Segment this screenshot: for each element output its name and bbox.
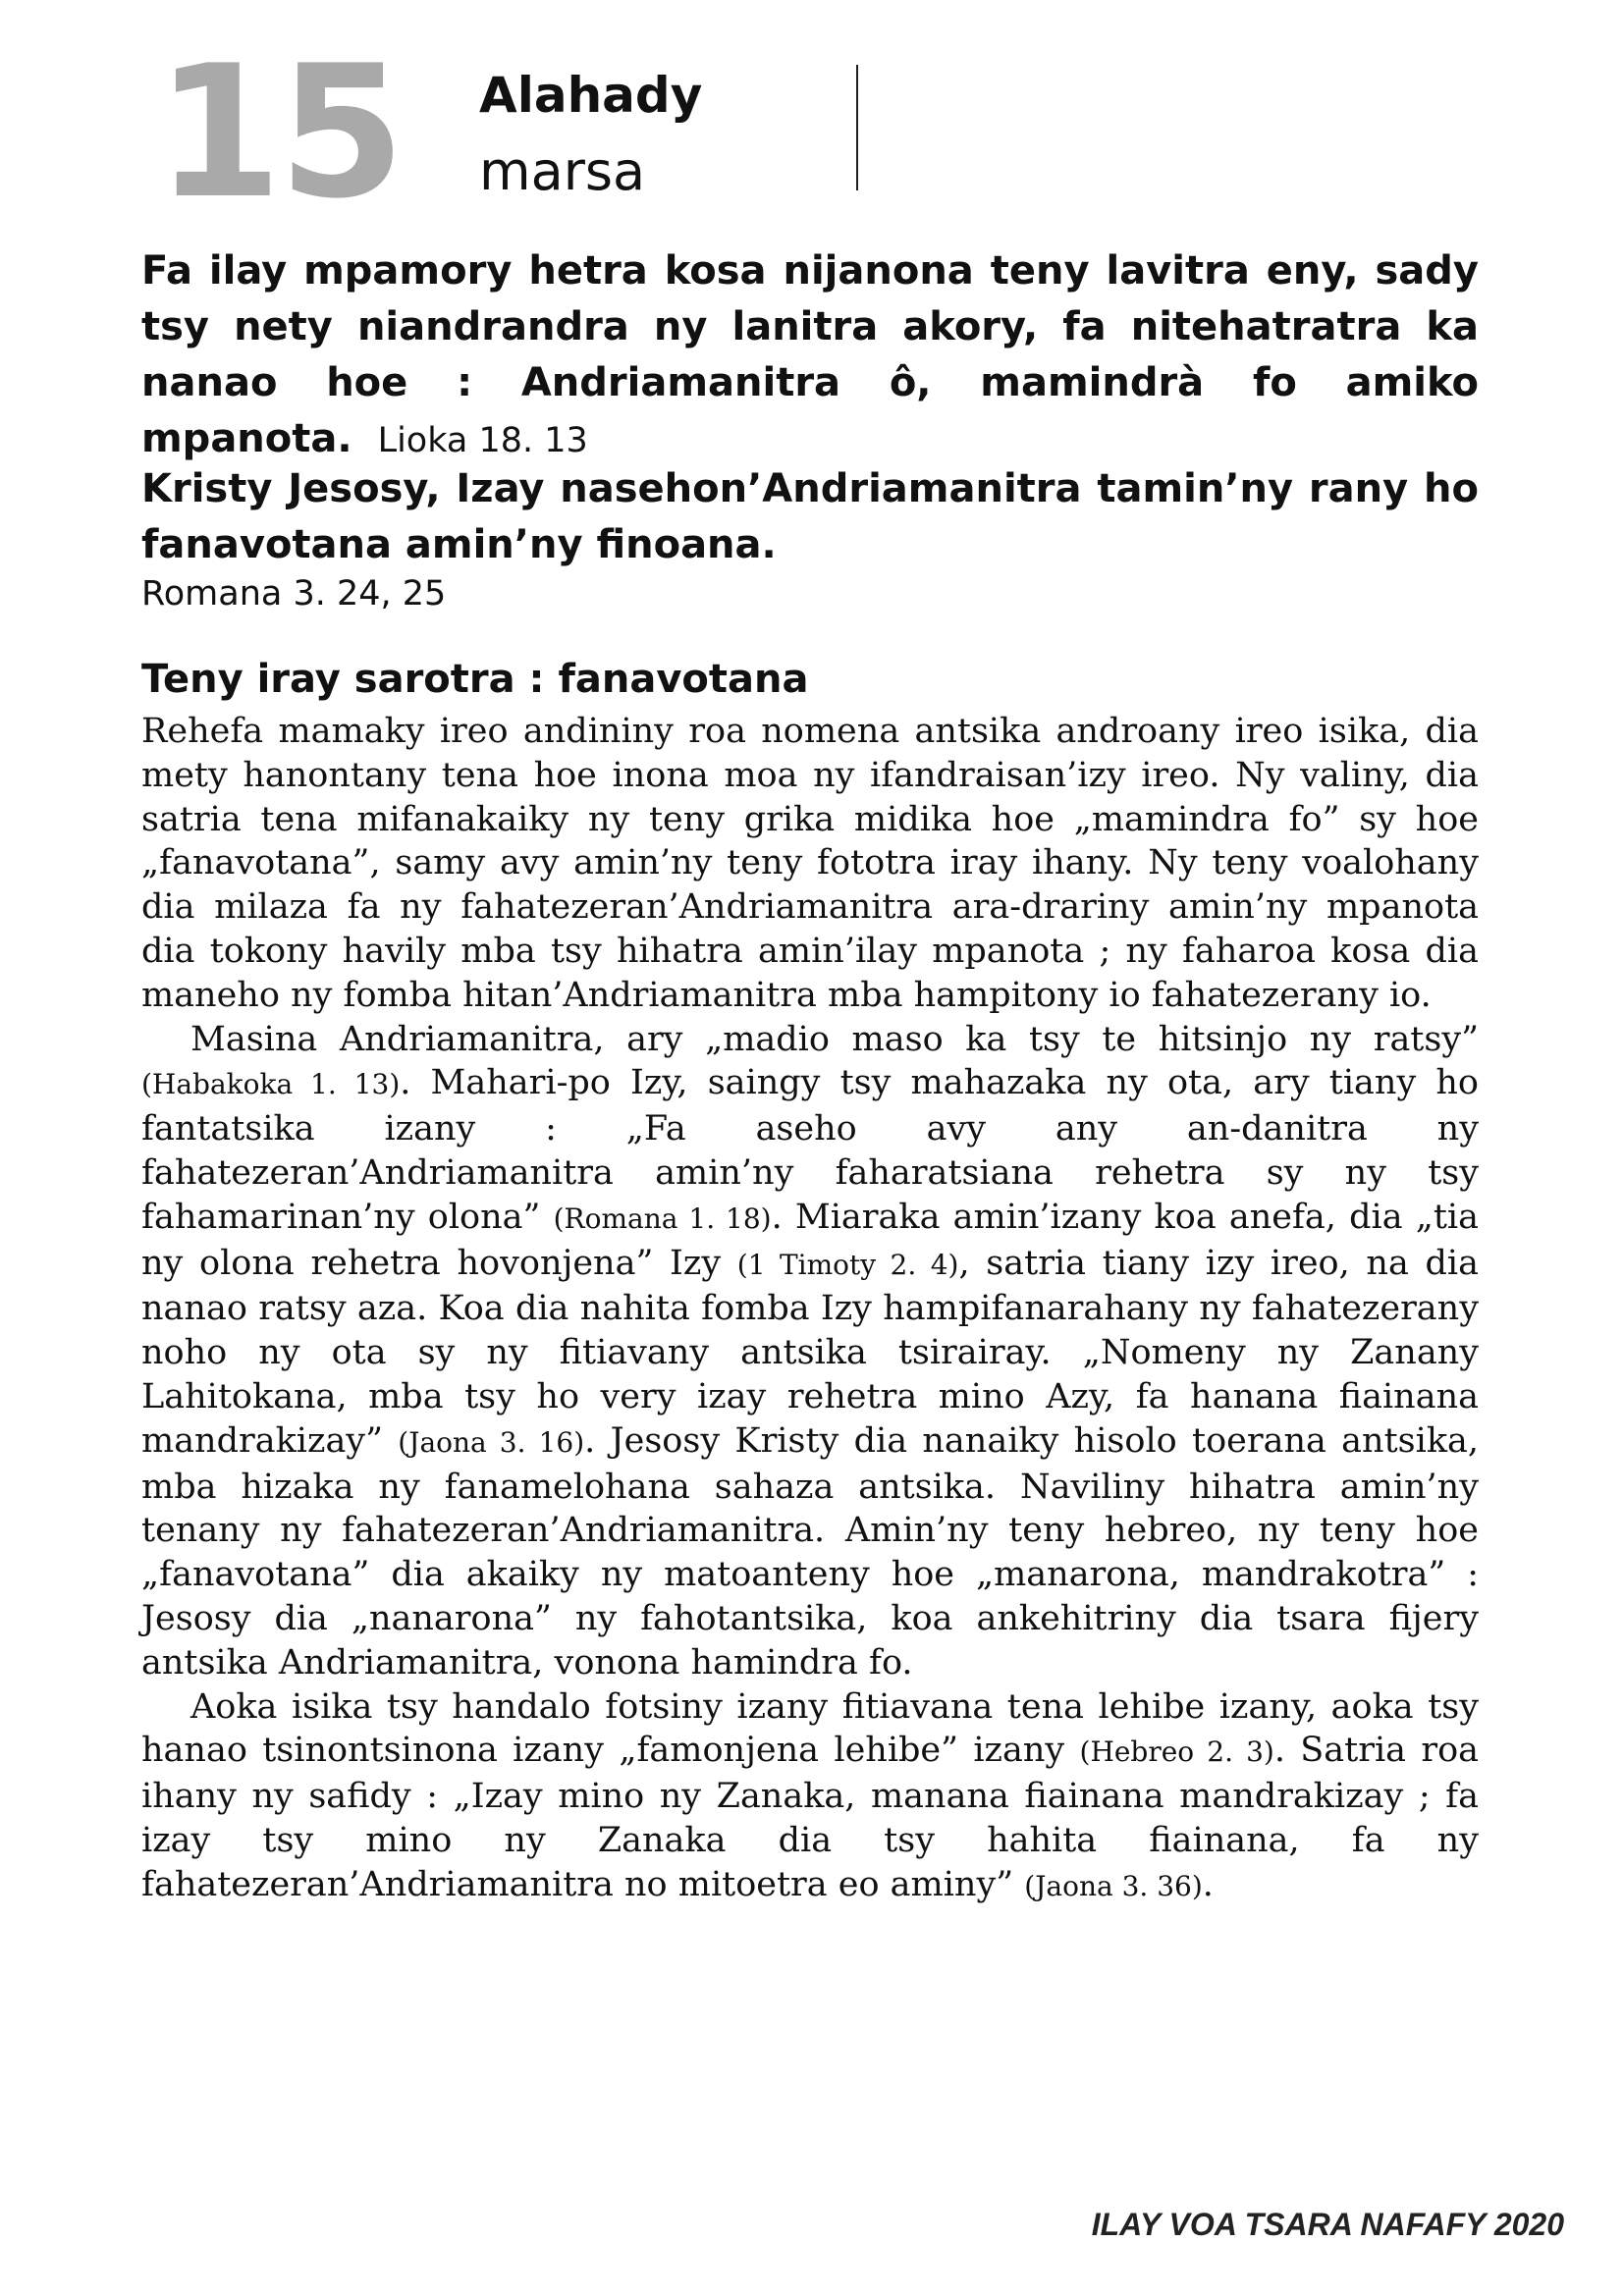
verse-2 <box>141 461 1479 573</box>
month-name: marsa <box>479 140 646 202</box>
scripture-citation: (Jaona 3. 36) <box>1024 1869 1203 1902</box>
verse-2-reference: Romana 3. 24, 25 <box>141 574 447 614</box>
publication-footer: ILAY VOA TSARA NAFAFY 2020 <box>1091 2207 1564 2242</box>
verse-1-reference: Lioka 18. 13 <box>377 421 588 460</box>
body-text-span: Masina Andriamanitra, ary „madio maso ka tsy te hitsinjo ny ratsy” <box>190 1019 1479 1059</box>
body-paragraph-2 <box>141 1018 1479 1685</box>
day-name: Alahady <box>479 67 703 124</box>
scripture-citation: (Habakoka 1. 13) <box>141 1068 401 1101</box>
body-paragraph-3 <box>141 1685 1479 1909</box>
body-text-span: . Satria roa ihany ny safidy : „Izay mino ny Zanaka, manana fiainana mandrakizay ; fa izay tsy mino ny Zanaka dia tsy hahita fiainana, fa ny fahatezeran’Andriamanitra no mitoetra eo aminy” <box>141 1731 1480 1904</box>
body-text-span: . Mahari-po Izy, saingy tsy mahazaka ny ota, ary tiany ho fantatsika izany : „Fa aseho avy any an-danitra ny fahatezeran’Andriamanitra amin’ny faharatsiana rehetra sy ny tsy fahamarinan’ny olona” <box>141 1063 1479 1237</box>
verse-1-text: Fa ilay mpamory hetra kosa nijanona teny lavitra eny, sady tsy nety niandrandra ny lanitra akory, fa nitehatratra ka nanao hoe : Andriamanitra ô, mamindrà fo amiko mpanota. <box>141 248 1479 461</box>
scripture-citation: (1 Timoty 2. 4) <box>736 1248 959 1281</box>
meditation-body <box>141 710 1479 1909</box>
body-text-span: . <box>1202 1864 1214 1904</box>
body-text-span: Aoka isika tsy handalo fotsiny izany fitiavana tena lehibe izany, aoka tsy hanao tsinontsinona izany „famonjena lehibe” izany <box>141 1686 1479 1771</box>
header-divider <box>856 65 858 190</box>
scripture-citation: (Hebreo 2. 3) <box>1079 1735 1274 1769</box>
body-text-span: . Miaraka amin’izany koa anefa, dia „tia ny olona rehetra hovonjena” Izy <box>141 1197 1479 1283</box>
verse-1 <box>141 243 1479 469</box>
day-number: 15 <box>155 26 402 239</box>
scripture-citation: (Jaona 3. 16) <box>398 1425 585 1459</box>
body-paragraph-1: Rehefa mamaky ireo andininy roa nomena antsika androany ireo isika, dia mety hanontany tena hoe inona moa ny ifandraisan’izy ireo. Ny valiny, dia satria tena mifanakaiky ny teny grika midika hoe „mamindra fo” sy hoe „fanavotana”, samy avy amin’ny teny fototra iray ihany. Ny teny voalohany dia milaza fa ny fahatezeran’Andriamanitra ara-drariny amin’ny mpanota dia tokony havily mba tsy hihatra amin’ilay mpanota ; ny faharoa kosa dia maneho ny fomba hitan’Andriamanitra mba hampitony io fahatezerany io. <box>141 712 1479 1015</box>
scripture-citation: (Romana 1. 18) <box>553 1201 772 1235</box>
verse-2-text: Kristy Jesosy, Izay nasehon’Andriamanitra tamin’ny rany ho fanavotana amin’ny finoana. <box>141 466 1479 567</box>
body-text-span: , satria tiany izy ireo, na dia nanao ratsy aza. Koa dia nahita fomba Izy hampifanarahany ny fahatezerany noho ny ota sy ny fitiavany antsika tsirairay. „Nomeny ny Zanany Lahitokana, mba tsy ho very izay rehetra mino Azy, fa hanana fiainana mandrakizay” <box>141 1243 1479 1461</box>
body-text-span: . Jesosy Kristy dia nanaiky hisolo toerana antsika, mba hizaka ny fanamelohana sahaza antsika. Naviliny hihatra amin’ny tenany ny fahatezeran’Andriamanitra. Amin’ny teny hebreo, ny teny hoe „fanavotana” dia akaiky ny matoanteny hoe „manarona, mandrakotra” : Jesosy dia „nanarona” ny fahotantsika, koa ankehitriny dia tsara fijery antsika Andriamanitra, vonona hamindra fo. <box>141 1420 1480 1682</box>
keyword-heading: Teny iray sarotra : fanavotana <box>141 657 809 702</box>
